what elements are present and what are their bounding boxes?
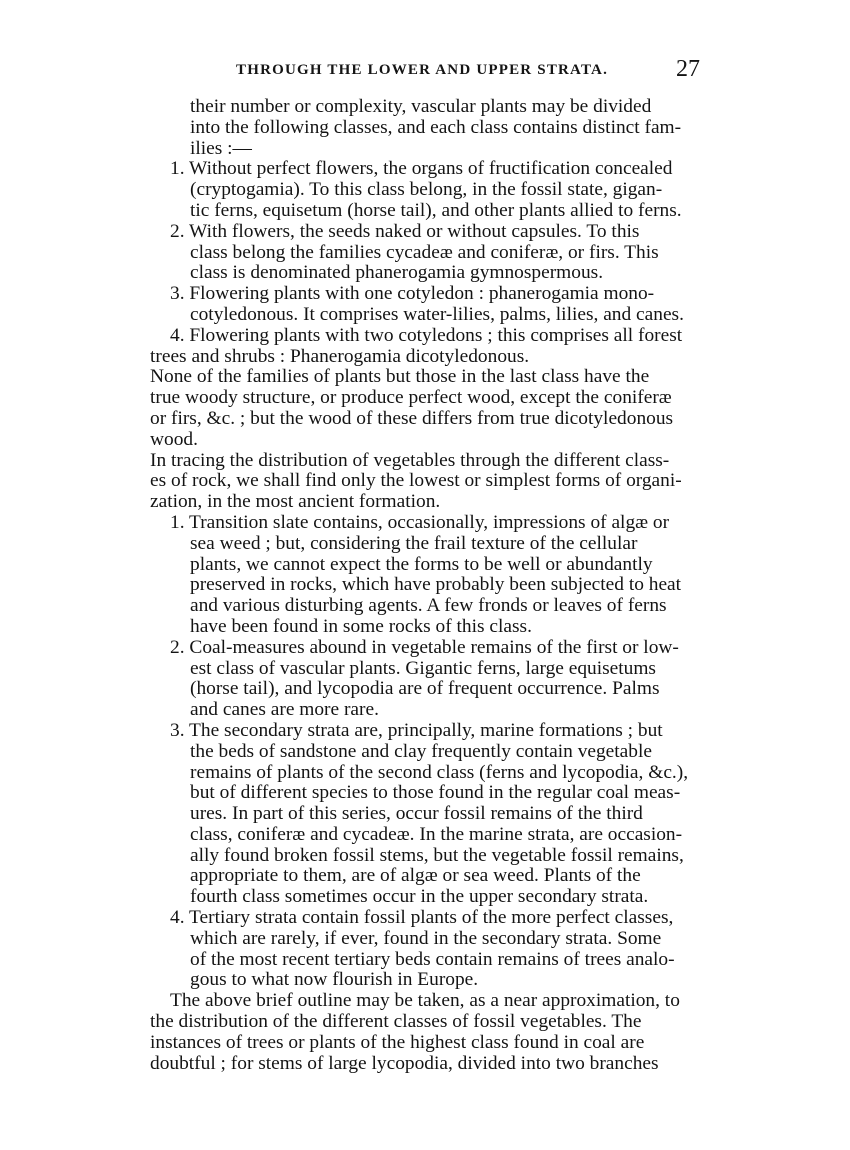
text-line: true woody structure, or produce perfect wood, except the coniferæ — [150, 387, 672, 409]
page-text — [150, 97, 702, 1074]
text-line: None of the families of plants but those in the last class have the — [150, 366, 650, 388]
text-line: cotyledonous. It comprises water-lilies, palms, lilies, and canes. — [190, 303, 684, 325]
text-line: into the following classes, and each class contains distinct fam- — [190, 116, 682, 138]
strata-item-2 — [150, 638, 702, 721]
class-item-1 — [150, 159, 702, 221]
paragraph-tracing-distribution — [150, 451, 702, 513]
text-line: (horse tail), and lycopodia are of frequent occurrence. Palms — [190, 678, 660, 700]
text-line: have been found in some rocks of this class. — [190, 615, 532, 637]
text-line: 2. With flowers, the seeds naked or without capsules. To this — [170, 220, 640, 242]
text-line: the beds of sandstone and clay frequently contain vegetable — [190, 740, 652, 762]
text-line: ilies :— — [190, 137, 252, 159]
text-line: preserved in rocks, which have probably been subjected to heat — [190, 574, 682, 596]
text-line: of the most recent tertiary beds contain remains of trees analo- — [190, 948, 675, 970]
text-line: ally found broken fossil stems, but the vegetable fossil remains, — [190, 844, 684, 866]
running-title: THROUGH THE LOWER AND UPPER STRATA. — [236, 62, 609, 78]
text-line: sea weed ; but, considering the frail texture of the cellular — [190, 532, 638, 554]
intro-paragraph — [150, 97, 702, 159]
class-item-4 — [150, 326, 702, 368]
text-line: and various disturbing agents. A few fronds or leaves of ferns — [190, 595, 667, 617]
page-number: 27 — [676, 56, 700, 82]
text-line: class, coniferæ and cycadeæ. In the marine strata, are occasion- — [190, 823, 683, 845]
running-header — [150, 58, 700, 90]
text-line: The above brief outline may be taken, as a near approximation, to — [170, 990, 680, 1012]
class-item-2 — [150, 222, 702, 284]
text-line: 1. Transition slate contains, occasionally, impressions of algæ or — [170, 511, 670, 533]
text-line: which are rarely, if ever, found in the secondary strata. Some — [190, 927, 662, 949]
text-line: 3. The secondary strata are, principally, marine formations ; but — [170, 719, 663, 741]
text-line: wood. — [150, 428, 198, 450]
text-line: (cryptogamia). To this class belong, in the fossil state, gigan- — [190, 179, 663, 201]
text-line: fourth class sometimes occur in the upper secondary strata. — [190, 886, 649, 908]
text-line: trees and shrubs : Phanerogamia dicotyledonous. — [150, 345, 530, 367]
class-item-3 — [150, 284, 702, 326]
text-line: and canes are more rare. — [190, 699, 379, 721]
text-line: ures. In part of this series, occur fossil remains of the third — [190, 803, 643, 825]
text-line: but of different species to those found in the regular coal meas- — [190, 782, 681, 804]
text-line: es of rock, we shall find only the lowest or simplest forms of organi- — [150, 470, 682, 492]
text-line: instances of trees or plants of the highest class found in coal are — [150, 1031, 645, 1053]
paragraph-above-outline — [150, 991, 702, 1074]
text-line: 3. Flowering plants with one cotyledon : phanerogamia mono- — [170, 283, 655, 305]
text-line: doubtful ; for stems of large lycopodia, divided into two branches — [150, 1052, 659, 1074]
text-line: 4. Flowering plants with two cotyledons ; this comprises all forest — [170, 324, 683, 346]
text-line: remains of plants of the second class (ferns and lycopodia, &c.), — [190, 761, 689, 783]
text-line: tic ferns, equisetum (horse tail), and other plants allied to ferns. — [190, 199, 682, 221]
text-line: appropriate to them, are of algæ or sea weed. Plants of the — [190, 865, 641, 887]
text-line: 4. Tertiary strata contain fossil plants of the more perfect classes, — [170, 907, 674, 929]
text-line: plants, we cannot expect the forms to be well or abundantly — [190, 553, 653, 575]
text-line: 2. Coal-measures abound in vegetable remains of the first or low- — [170, 636, 679, 658]
strata-item-3 — [150, 721, 702, 908]
paragraph-none-of-families — [150, 367, 702, 450]
text-line: gous to what now flourish in Europe. — [190, 969, 479, 991]
text-line: 1. Without perfect flowers, the organs of fructification concealed — [170, 158, 673, 180]
text-line: their number or complexity, vascular plants may be divided — [190, 96, 652, 117]
text-line: class is denominated phanerogamia gymnospermous. — [190, 262, 604, 284]
text-line: or firs, &c. ; but the wood of these differs from true dicotyledonous — [150, 407, 674, 429]
text-line: class belong the families cycadeæ and coniferæ, or firs. This — [190, 241, 659, 263]
text-line: zation, in the most ancient formation. — [150, 491, 441, 513]
strata-item-4 — [150, 908, 702, 991]
text-line: est class of vascular plants. Gigantic ferns, large equisetums — [190, 657, 656, 679]
text-line: In tracing the distribution of vegetables through the different class- — [150, 449, 670, 471]
text-line: the distribution of the different classes of fossil vegetables. The — [150, 1011, 642, 1033]
strata-item-1 — [150, 513, 702, 638]
